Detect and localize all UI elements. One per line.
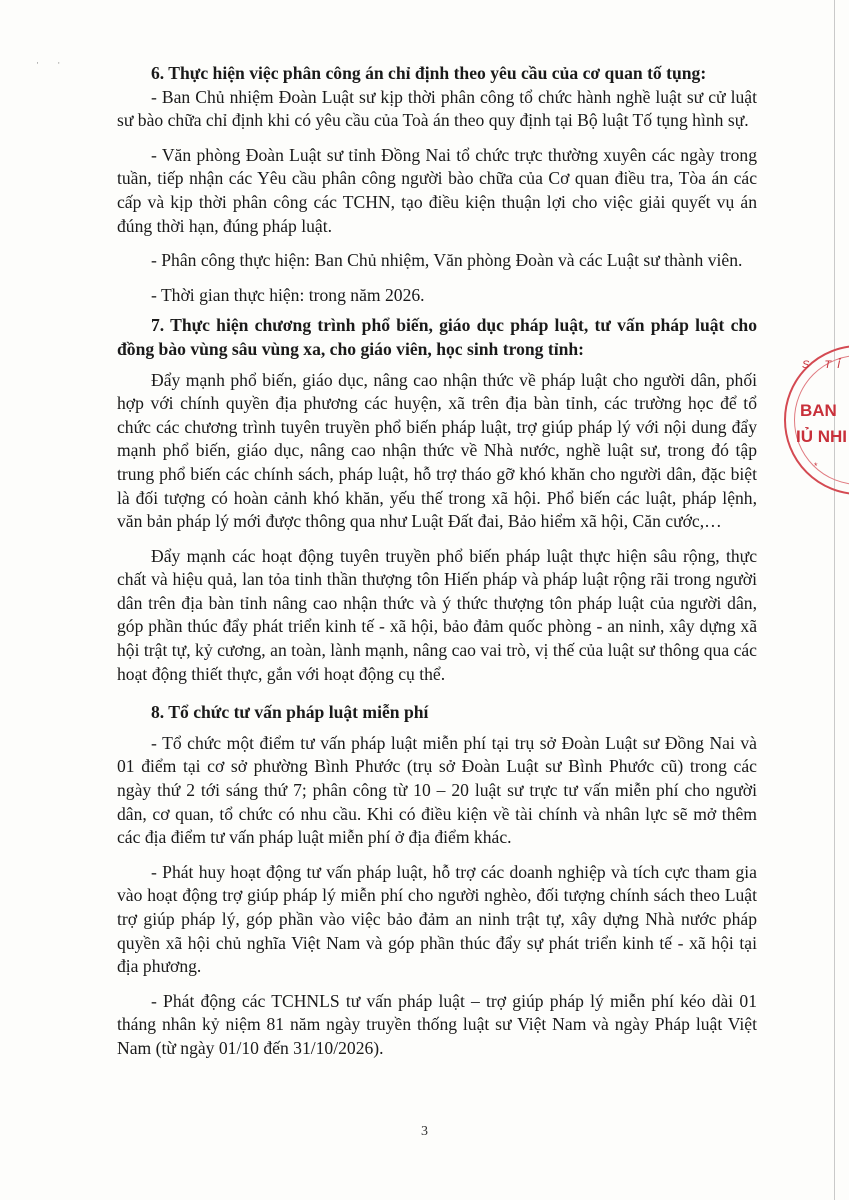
section-7-heading: 7. Thực hiện chương trình phổ biến, giáo dục pháp luật, tư vấn pháp luật cho đồng bào vùng sâu vùng xa, cho giáo viên, học sinh trong tỉnh: <box>117 315 757 359</box>
section-6-paragraph-3: - Phân công thực hiện: Ban Chủ nhiệm, Văn phòng Đoàn và các Luật sư thành viên. <box>151 250 743 271</box>
scan-edge-line <box>834 0 835 1200</box>
document-page <box>117 62 757 1061</box>
stamp-star-mark: * <box>814 461 818 471</box>
section-7-paragraph-1: Đẩy mạnh phổ biến, giáo dục, nâng cao nhận thức về pháp luật cho người dân, phối hợp với chính quyền địa phương các huyện, xã trên địa bàn tỉnh, các trường học để tổ chức các chương trình tuyên truyền phổ biến pháp luật, trợ giúp pháp lý với nội dung đẩy mạnh phổ biến, giáo dục, nâng cao nhận thức về Nhà nước, nghề luật sư, trong đó tập trung phổ biến các chính sách, pháp luật, hỗ trợ tháo gỡ khó khăn cho người dân, đặc biệt là đối tượng có hoàn cảnh khó khăn, yếu thế trong xã hội. Phổ biến các luật, pháp lệnh, văn bản pháp lý mới được thông qua như Luật Đất đai, Bảo hiểm xã hội, Căn cước,… <box>117 369 757 532</box>
section-6-paragraph-1: - Ban Chủ nhiệm Đoàn Luật sư kịp thời phân công tổ chức hành nghề luật sư cử luật sư bào chữa chỉ định khi có yêu cầu của Toà án theo quy định tại Bộ luật Tố tụng hình sự. <box>117 86 757 131</box>
page-number: 3 <box>421 1124 428 1139</box>
section-6-paragraph-2: - Văn phòng Đoàn Luật sư tỉnh Đồng Nai tổ chức trực thường xuyên các ngày trong tuần, tiếp nhận các Yêu cầu phân công người bào chữa của Cơ quan điều tra, Tòa án các cấp và kịp thời phân công các TCHN, tạo điều kiện thuận lợi cho việc giải quyết vụ án đúng thời hạn, đúng pháp luật. <box>117 144 757 236</box>
stamp-line-2: IỦ NHI <box>796 427 847 446</box>
stamp-top-text: S TỈ <box>802 359 847 371</box>
section-8-paragraph-3: - Phát động các TCHNLS tư vấn pháp luật – trợ giúp pháp lý miễn phí kéo dài 01 tháng nhân kỷ niệm 81 năm ngày truyền thống luật sư Việt Nam và ngày Pháp luật Việt Nam (từ ngày 01/10 đến 31/10/2026). <box>117 990 757 1058</box>
scan-marks: · · <box>36 58 69 68</box>
section-7-paragraph-2: Đẩy mạnh các hoạt động tuyên truyền phổ biến pháp luật thực hiện sâu rộng, thực chất và hiệu quả, lan tỏa tinh thần thượng tôn Hiến pháp và pháp luật rộng rãi trong người dân trên địa bàn tỉnh nâng cao nhận thức và ý thức thượng tôn pháp luật của người dân, góp phần thúc đẩy phát triển kinh tế - xã hội, bảo đảm quốc phòng - an ninh, xây dựng xã hội trật tự, kỷ cương, an toàn, lành mạnh, nâng cao vai trò, vị thế của luật sư thông qua các hoạt động thiết thực, gắn với hoạt động cụ thể. <box>117 545 757 684</box>
red-seal-stamp <box>784 345 849 505</box>
section-6-paragraph-4: - Thời gian thực hiện: trong năm 2026. <box>151 284 425 305</box>
section-8-paragraph-1: - Tổ chức một điểm tư vấn pháp luật miễn phí tại trụ sở Đoàn Luật sư Đồng Nai và 01 điểm tại cơ sở phường Bình Phước (trụ sở Đoàn Luật sư Bình Phước cũ) trong các ngày thứ 2 tới sáng thứ 7; phân công từ 10 – 20 luật sư trực tư vấn miễn phí cho người dân, cơ quan, tổ chức có nhu cầu. Khi có điều kiện về tài chính và nhân lực sẽ mở thêm các địa điểm tư vấn pháp luật miễn phí ở địa điểm khác. <box>117 732 757 848</box>
section-8-paragraph-2: - Phát huy hoạt động tư vấn pháp luật, hỗ trợ các doanh nghiệp và tích cực tham gia vào hoạt động trợ giúp pháp lý miễn phí cho người nghèo, đối tượng chính sách theo Luật trợ giúp pháp lý, góp phần vào việc bảo đảm an ninh trật tự, xây dựng Nhà nước pháp quyền xã hội chủ nghĩa Việt Nam và góp phần thúc đẩy sự phát triển kinh tế - xã hội tại địa phương. <box>117 861 757 977</box>
section-6-heading: 6. Thực hiện việc phân công án chỉ định theo yêu cầu của cơ quan tố tụng: <box>151 63 707 83</box>
section-8-heading: 8. Tổ chức tư vấn pháp luật miễn phí <box>151 702 429 723</box>
stamp-line-1: BAN <box>800 401 837 420</box>
